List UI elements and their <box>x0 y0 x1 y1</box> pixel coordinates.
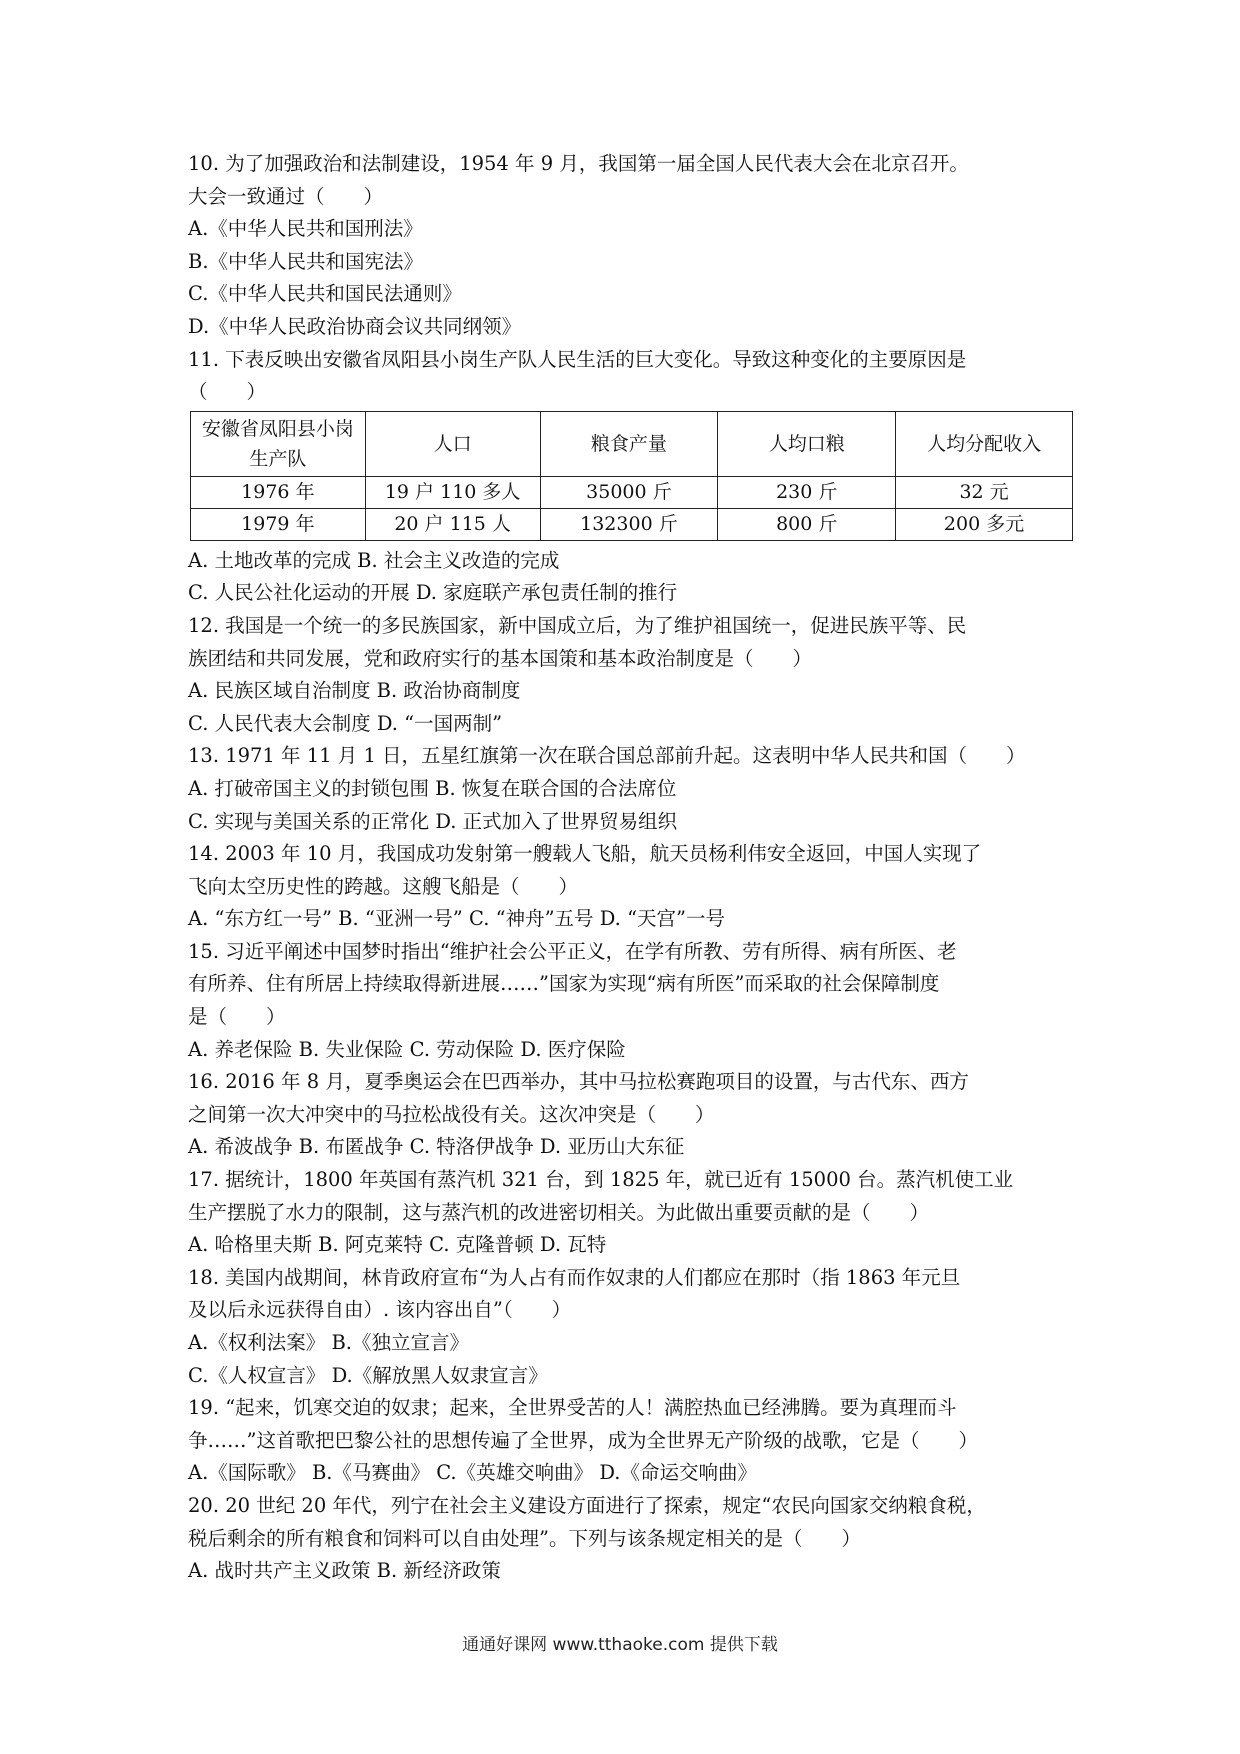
table-header-cell: 人口 <box>365 411 540 476</box>
answer-option: A.《中华人民共和国刑法》 <box>188 217 423 241</box>
answer-option: A. 养老保险 B. 失业保险 C. 劳动保险 D. 医疗保险 <box>188 1037 626 1061</box>
question-stem-line: 10. 为了加强政治和法制建设，1954 年 9 月，我国第一届全国人民代表大会在北京召开。 <box>188 152 969 175</box>
question-stem-line: 大会一致通过（ ） <box>188 184 384 208</box>
answer-option: B.《中华人民共和国宪法》 <box>188 249 424 273</box>
question-stem-line: 13. 1971 年 11 月 1 日，五星红旗第一次在联合国总部前升起。这表明中华人民共和国（ ） <box>188 744 1026 768</box>
statistics-table <box>190 411 1073 541</box>
answer-option: A. 民族区域自治制度 B. 政治协商制度 <box>188 679 521 703</box>
question-stem-line: 是（ ） <box>188 1005 286 1029</box>
question-stem-line: 17. 据统计，1800 年英国有蒸汽机 321 台，到 1825 年，就已近有 15000 台。蒸汽机使工业 <box>188 1168 1014 1192</box>
answer-option: C.《中华人民共和国民法通则》 <box>188 282 462 306</box>
question-stem-line: 争……”这首歌把巴黎公社的思想传遍了全世界，成为全世界无产阶级的战歌，它是（ ） <box>188 1428 978 1452</box>
answer-option: D.《中华人民政治协商会议共同纲领》 <box>188 314 522 338</box>
table-cell: 20 户 115 人 <box>365 508 540 540</box>
question-stem-line: 有所养、住有所居上持续取得新进展……”国家为实现“病有所医”而采取的社会保障制度 <box>188 972 940 996</box>
question-list <box>188 148 1068 1588</box>
question-16 <box>188 1066 1068 1164</box>
question-stem-line: 16. 2016 年 8 月，夏季奥运会在巴西举办，其中马拉松赛跑项目的设置，与古代东、西方 <box>188 1070 969 1094</box>
table-cell: 35000 斤 <box>540 476 718 508</box>
table-header-cell: 粮食产量 <box>540 411 718 476</box>
answer-option: A. 希波战争 B. 布匿战争 C. 特洛伊战争 D. 亚历山大东征 <box>188 1135 685 1159</box>
table-row <box>191 476 1073 508</box>
question-stem-line: 14. 2003 年 10 月，我国成功发射第一艘载人飞船，航天员杨利伟安全返回，中国人实现了 <box>188 842 982 866</box>
answer-option: C. 实现与美国关系的正常化 D. 正式加入了世界贸易组织 <box>188 809 678 833</box>
answer-option: A.《国际歌》 B.《马赛曲》 C.《英雄交响曲》 D.《命运交响曲》 <box>188 1461 757 1485</box>
answer-option: A.《权利法案》 B.《独立宣言》 <box>188 1331 470 1354</box>
question-stem-line: 飞向太空历史性的跨越。这艘飞船是（ ） <box>188 874 579 898</box>
table-cell: 200 多元 <box>896 508 1073 540</box>
question-13 <box>188 740 1068 838</box>
table-cell: 800 斤 <box>718 508 896 540</box>
question-15 <box>188 936 1068 1066</box>
answer-option: A. 哈格里夫斯 B. 阿克莱特 C. 克隆普顿 D. 瓦特 <box>188 1233 607 1257</box>
table-cell: 32 元 <box>896 476 1073 508</box>
question-11 <box>188 344 1068 610</box>
table-header-cell: 人均口粮 <box>718 411 896 476</box>
table-header-cell: 安徽省凤阳县小岗生产队 <box>191 411 366 476</box>
question-stem-line: 20. 20 世纪 20 年代，列宁在社会主义建设方面进行了探索，规定“农民向国家交纳粮食税， <box>188 1493 986 1517</box>
table-cell: 19 户 110 多人 <box>365 476 540 508</box>
table-header-row <box>191 411 1073 476</box>
question-stem-line: 15. 习近平阐述中国梦时指出“维护社会公平正义，在学有所教、劳有所得、病有所医、老 <box>188 939 957 963</box>
question-stem-line: 11. 下表反映出安徽省凤阳县小岗生产队人民生活的巨大变化。导致这种变化的主要原因是 <box>188 347 967 371</box>
table-cell: 1976 年 <box>191 476 366 508</box>
question-stem-line: 税后剩余的所有粮食和饲料可以自由处理”。下列与该条规定相关的是（ ） <box>188 1526 861 1550</box>
question-stem-line: 18. 美国内战期间，林肯政府宣布“为人占有而作奴隶的人们都应在那时（指 1863 年元旦 <box>188 1265 961 1289</box>
question-stem-line: 生产摆脱了水力的限制，这与蒸汽机的改进密切相关。为此做出重要贡献的是（ ） <box>188 1200 930 1224</box>
answer-option: A. “东方红一号” B. “亚洲一号” C. “神舟”五号 D. “天宫”一号 <box>188 907 726 931</box>
question-stem-line: 12. 我国是一个统一的多民族国家，新中国成立后，为了维护祖国统一，促进民族平等、民 <box>188 613 967 637</box>
question-stem-line: （ ） <box>188 380 267 404</box>
table-header-cell: 人均分配收入 <box>896 411 1073 476</box>
question-stem-line: 及以后永远获得自由）. 该内容出自”（ ） <box>188 1298 572 1322</box>
question-19 <box>188 1392 1068 1490</box>
answer-option: A. 战时共产主义政策 B. 新经济政策 <box>188 1559 501 1583</box>
answer-option: C. 人民代表大会制度 D. “一国两制” <box>188 711 503 735</box>
table-cell: 230 斤 <box>718 476 896 508</box>
question-18 <box>188 1262 1068 1392</box>
question-10 <box>188 148 1068 344</box>
question-stem-line: 19. “起来，饥寒交迫的奴隶；起来，全世界受苦的人！满腔热血已经沸腾。要为真理而斗 <box>188 1396 957 1420</box>
question-20 <box>188 1490 1068 1588</box>
table-cell: 132300 斤 <box>540 508 718 540</box>
table-row <box>191 508 1073 540</box>
question-14 <box>188 838 1068 936</box>
question-stem-line: 族团结和共同发展，党和政府实行的基本国策和基本政治制度是（ ） <box>188 646 813 670</box>
question-17 <box>188 1164 1068 1262</box>
table-cell: 1979 年 <box>191 508 366 540</box>
answer-option: C. 人民公社化运动的开展 D. 家庭联产承包责任制的推行 <box>188 581 678 605</box>
question-stem-line: 之间第一次大冲突中的马拉松战役有关。这次冲突是（ ） <box>188 1102 715 1126</box>
question-12 <box>188 610 1068 740</box>
answer-option: A. 打破帝国主义的封锁包围 B. 恢复在联合国的合法席位 <box>188 776 677 800</box>
footer-text: 通通好课网 www.tthaoke.com 提供下载 <box>462 1635 778 1655</box>
answer-option: C.《人权宣言》 D.《解放黑人奴隶宣言》 <box>188 1363 548 1387</box>
answer-option: A. 土地改革的完成 B. 社会主义改造的完成 <box>188 548 560 572</box>
